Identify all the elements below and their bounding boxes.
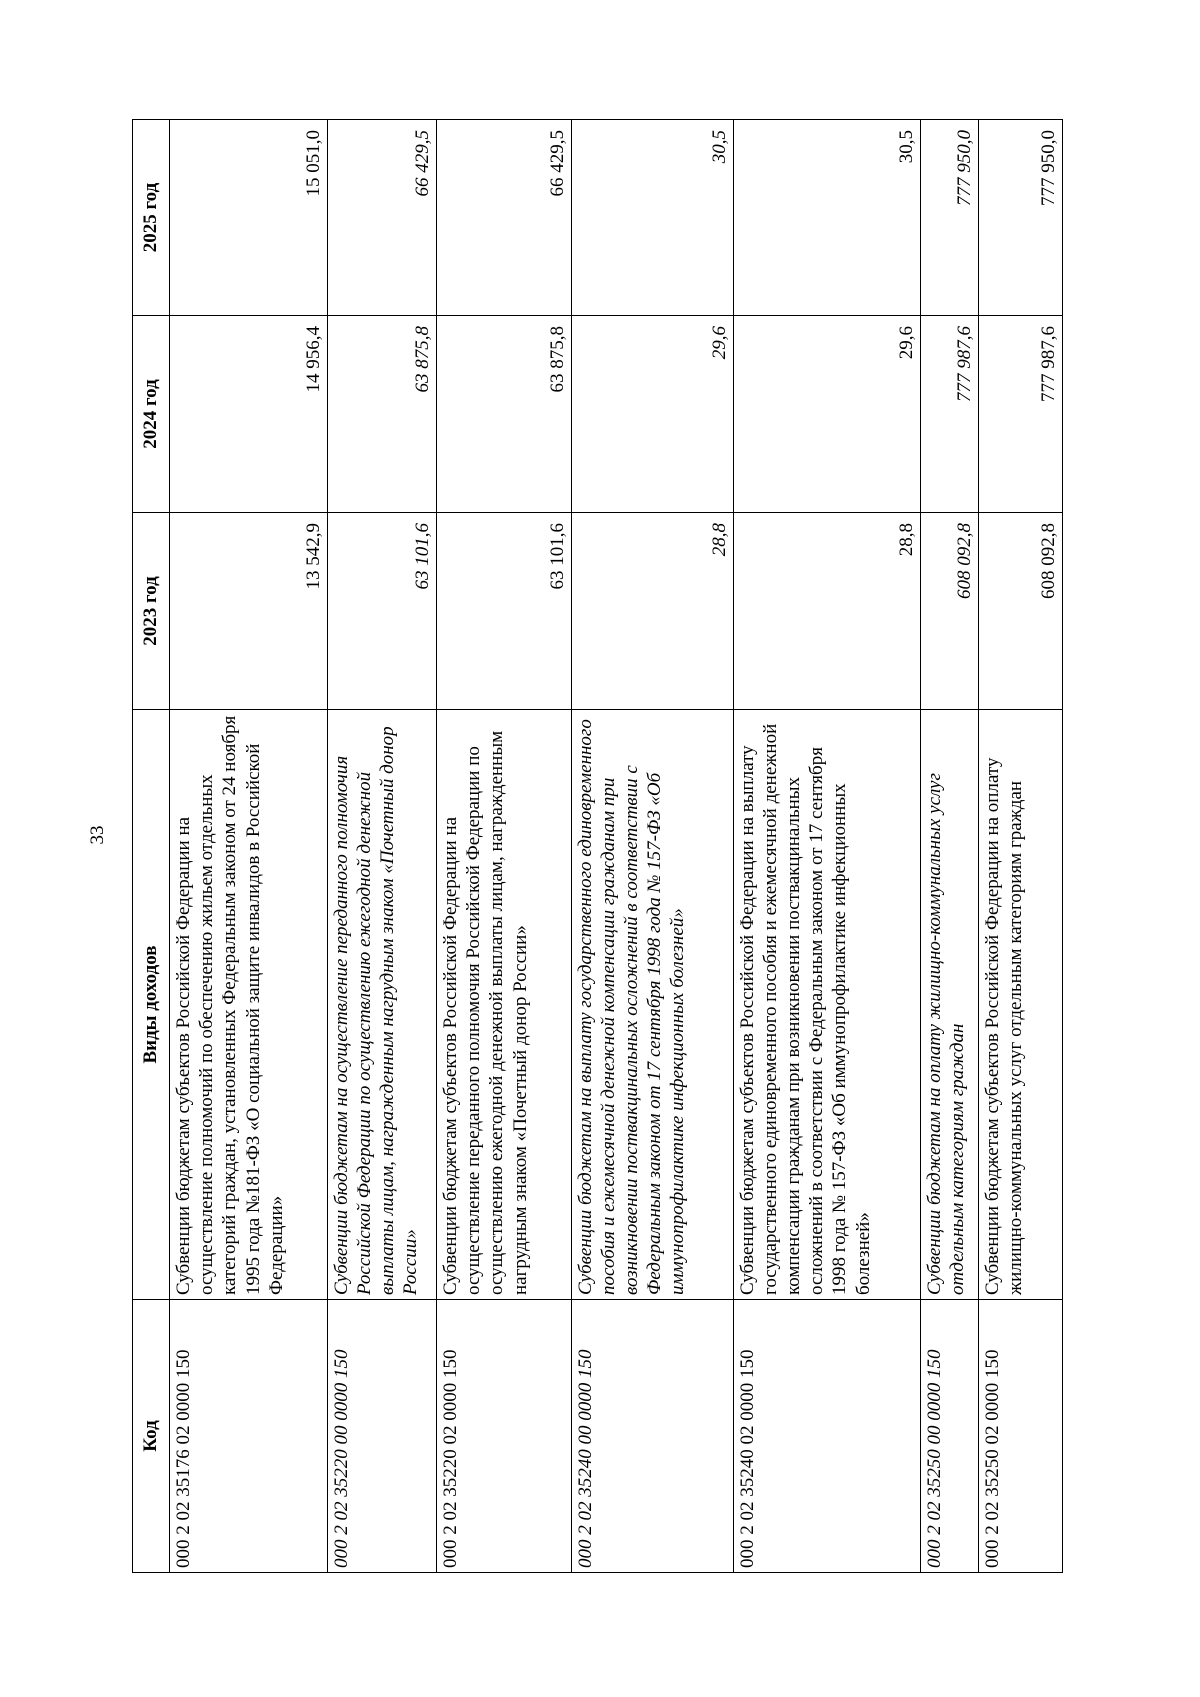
row-value-2024: 777 987,6	[978, 316, 1062, 513]
table-row	[327, 120, 436, 1573]
table-row	[170, 120, 328, 1573]
row-description: Субвенции бюджетам субъектов Российской Федерации на осуществление переданного полномочия Российской Федерации по осуществлению ежегодной денежной выплаты лицам, награжденным нагрудным знаком «Почетный донор России»	[437, 710, 572, 1300]
table-row	[733, 120, 920, 1573]
row-value-2024: 63 875,8	[327, 316, 436, 513]
row-value-2025: 777 950,0	[920, 120, 978, 316]
header-revenue-type: Виды доходов	[133, 710, 170, 1300]
row-code: 000 2 02 35250 00 0000 150	[920, 1300, 978, 1573]
row-description: Субвенции бюджетам на выплату государственного единовременного пособия и ежемесячной денежной компенсации гражданам при возникновении поствакцинальных осложнений в соответствии с Федеральным законом от 17 сентября 1998 года № 157-ФЗ «Об иммунопрофилактике инфекционных болезней»	[571, 710, 733, 1300]
table-row	[920, 120, 978, 1573]
row-code: 000 2 02 35250 02 0000 150	[978, 1300, 1062, 1573]
row-description: Субвенции бюджетам на осуществление переданного полномочия Российской Федерации по осуществлению ежегодной денежной выплаты лицам, награжденным нагрудным знаком «Почетный донор России»	[327, 710, 436, 1300]
row-code: 000 2 02 35240 00 0000 150	[571, 1300, 733, 1573]
row-value-2023: 28,8	[733, 513, 920, 710]
page-number: 33	[87, 825, 108, 845]
row-code: 000 2 02 35220 02 0000 150	[437, 1300, 572, 1573]
row-code: 000 2 02 35220 00 0000 150	[327, 1300, 436, 1573]
row-value-2024: 29,6	[571, 316, 733, 513]
table-row	[978, 120, 1062, 1573]
row-value-2024: 14 956,4	[170, 316, 328, 513]
row-value-2024: 63 875,8	[437, 316, 572, 513]
row-value-2023: 63 101,6	[437, 513, 572, 710]
row-value-2023: 63 101,6	[327, 513, 436, 710]
header-year-2023: 2023 год	[133, 513, 170, 710]
row-code: 000 2 02 35176 02 0000 150	[170, 1300, 328, 1573]
header-year-2025: 2025 год	[133, 120, 170, 316]
row-code: 000 2 02 35240 02 0000 150	[733, 1300, 920, 1573]
row-description: Субвенции бюджетам на оплату жилищно-коммунальных услуг отдельным категориям граждан	[920, 710, 978, 1300]
table-header-row	[133, 120, 170, 1573]
row-value-2025: 30,5	[571, 120, 733, 316]
row-value-2023: 13 542,9	[170, 513, 328, 710]
row-value-2024: 29,6	[733, 316, 920, 513]
row-value-2023: 608 092,8	[978, 513, 1062, 710]
row-value-2025: 66 429,5	[437, 120, 572, 316]
row-value-2025: 15 051,0	[170, 120, 328, 316]
row-value-2025: 66 429,5	[327, 120, 436, 316]
revenue-table	[132, 119, 1063, 1573]
row-value-2025: 777 950,0	[978, 120, 1062, 316]
row-description: Субвенции бюджетам субъектов Российской Федерации на осуществление полномочий по обеспечению жильем отдельных категорий граждан, установленных Федеральным законом от 24 ноября 1995 года №181-ФЗ «О социальной защите инвалидов в Российской Федерации»	[170, 710, 328, 1300]
table-row	[571, 120, 733, 1573]
row-description: Субвенции бюджетам субъектов Российской Федерации на выплату государственного единовременного пособия и ежемесячной денежной компенсации гражданам при возникновении поствакцинальных осложнений в соответствии с Федеральным законом от 17 сентября 1998 года № 157-ФЗ «Об иммунопрофилактике инфекционных болезней»	[733, 710, 920, 1300]
table-row	[437, 120, 572, 1573]
header-code: Код	[133, 1300, 170, 1573]
header-year-2024: 2024 год	[133, 316, 170, 513]
row-value-2024: 777 987,6	[920, 316, 978, 513]
row-value-2023: 28,8	[571, 513, 733, 710]
row-value-2023: 608 092,8	[920, 513, 978, 710]
row-value-2025: 30,5	[733, 120, 920, 316]
row-description: Субвенции бюджетам субъектов Российской Федерации на оплату жилищно-коммунальных услуг отдельным категориям граждан	[978, 710, 1062, 1300]
rotated-table-container	[132, 120, 1063, 1573]
